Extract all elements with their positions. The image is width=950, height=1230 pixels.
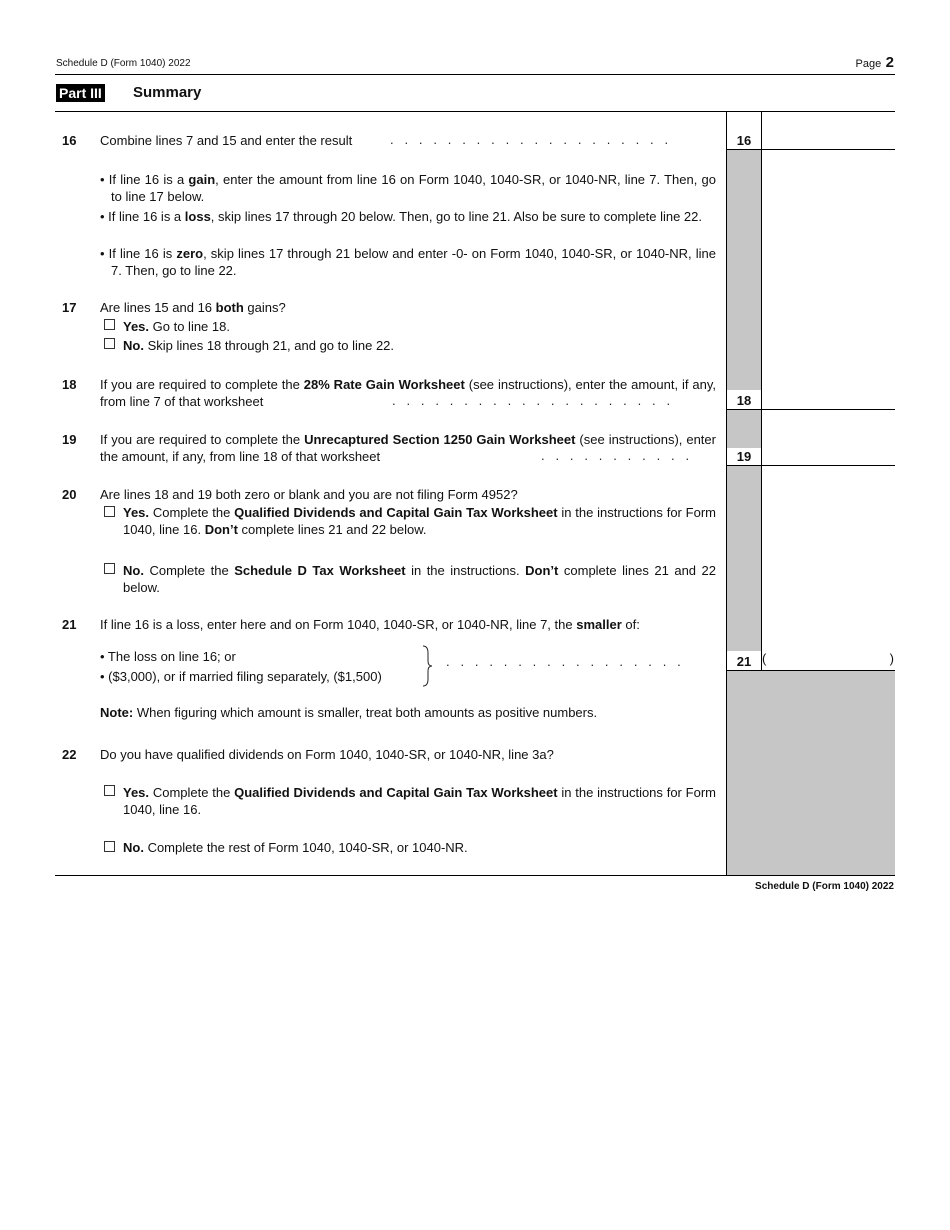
box-number: 19 — [736, 449, 752, 464]
line-21-option-1: • The loss on line 16; or — [100, 649, 236, 664]
line-number: 16 — [62, 133, 77, 148]
line-21-amount-field[interactable] — [762, 651, 894, 669]
box-number: 18 — [736, 393, 752, 408]
line-21-text: If line 16 is a loss, enter here and on Form 1040, 1040-SR, or 1040-NR, line 7, the smaller of: — [100, 617, 640, 632]
line-19-text: If you are required to complete the Unrecaptured Section 1250 Gain Worksheet (see instructions), enter the amount, if any, from line 18 of that worksheet — [100, 432, 716, 464]
form-title: Schedule D (Form 1040) 2022 — [56, 58, 191, 69]
line-20-yes-checkbox[interactable] — [104, 506, 115, 517]
page-number: 2 — [885, 54, 894, 71]
paren-open: ( — [762, 651, 767, 666]
paren-close: ) — [889, 651, 894, 666]
line-22-yes-label: Yes. Complete the Qualified Dividends and Capital Gain Tax Worksheet in the instructions for Form 1040, line 16. — [123, 785, 716, 817]
line-22-no-checkbox[interactable] — [104, 841, 115, 852]
shaded-column — [727, 410, 761, 448]
leader-dots: . . . . . . . . . . . — [541, 448, 690, 463]
line-22-question: Do you have qualified dividends on Form 1040, 1040-SR, or 1040-NR, line 3a? — [100, 747, 554, 762]
footer-form-title: Schedule D (Form 1040) 2022 — [755, 881, 894, 892]
shaded-column — [727, 149, 761, 390]
line-21-option-2: • ($3,000), or if married filing separately, ($1,500) — [100, 669, 382, 684]
box-rule — [727, 465, 895, 466]
part-label: Part III — [56, 84, 105, 102]
leader-dots: . . . . . . . . . . . . . . . . . . . . — [392, 393, 671, 408]
leader-dots: . . . . . . . . . . . . . . . . . — [446, 654, 681, 669]
shaded-area — [727, 670, 895, 876]
line-17-yes-label: Yes. Go to line 18. — [123, 319, 230, 334]
line-22-yes-checkbox[interactable] — [104, 785, 115, 796]
line-16-loss-instruction: • If line 16 is a loss, skip lines 17 through 20 below. Then, go to line 21. Also be sure to complete line 22. — [100, 209, 702, 224]
line-20-question: Are lines 18 and 19 both zero or blank and you are not filing Form 4952? — [100, 487, 518, 502]
line-number: 19 — [62, 432, 77, 447]
box-rule — [727, 409, 895, 410]
line-20-no-checkbox[interactable] — [104, 563, 115, 574]
shaded-column — [727, 466, 761, 651]
part-title: Summary — [133, 84, 202, 101]
brace-icon — [420, 645, 434, 687]
line-16-zero-instruction: • If line 16 is zero, skip lines 17 through 21 below and enter -0- on Form 1040, 1040-SR, or 1040-NR, line 7. Then, go to line 22. — [100, 246, 716, 278]
box-number: 16 — [736, 133, 752, 148]
line-16-amount-field[interactable] — [763, 113, 893, 147]
line-20-yes-label: Yes. Complete the Qualified Dividends and Capital Gain Tax Worksheet in the instructions for Form 1040, line 16. Don’t complete lines 21 and 22 below. — [123, 505, 716, 537]
line-19-amount-field[interactable] — [763, 428, 893, 464]
line-16-gain-instruction: • If line 16 is a gain, enter the amount from line 16 on Form 1040, 1040-SR, or 1040-NR, line 7. Then, go to line 17 below. — [100, 172, 716, 204]
line-number: 21 — [62, 617, 77, 632]
leader-dots: . . . . . . . . . . . . . . . . . . . . — [390, 132, 669, 147]
line-number: 17 — [62, 300, 77, 315]
column-rule — [761, 111, 762, 670]
line-21-note: Note: When figuring which amount is smaller, treat both amounts as positive numbers. — [100, 705, 598, 720]
line-number: 20 — [62, 487, 77, 502]
line-17-question: Are lines 15 and 16 both gains? — [100, 300, 286, 315]
line-17-no-label: No. Skip lines 18 through 21, and go to line 22. — [123, 338, 395, 353]
column-rule — [726, 111, 727, 876]
line-17-yes-checkbox[interactable] — [104, 319, 115, 330]
line-20-no-label: No. Complete the Schedule D Tax Worksheet in the instructions. Don’t complete lines 21 and 22 below. — [123, 563, 717, 595]
line-18-amount-field[interactable] — [763, 370, 893, 408]
box-number: 21 — [736, 654, 752, 669]
page-label: Page — [855, 58, 882, 70]
line-17-no-checkbox[interactable] — [104, 338, 115, 349]
part-rule — [55, 111, 895, 112]
box-rule — [727, 670, 895, 671]
line-18-text: If you are required to complete the 28% Rate Gain Worksheet (see instructions), enter the amount, if any, from line 7 of that worksheet — [100, 377, 717, 409]
line-16-text: Combine lines 7 and 15 and enter the result — [100, 133, 353, 148]
header-rule — [55, 74, 895, 75]
box-rule — [727, 149, 895, 150]
line-number: 22 — [62, 747, 77, 762]
line-22-no-label: No. Complete the rest of Form 1040, 1040-SR, or 1040-NR. — [123, 840, 468, 855]
page-indicator — [856, 54, 895, 72]
footer-rule — [55, 875, 895, 876]
line-number: 18 — [62, 377, 77, 392]
